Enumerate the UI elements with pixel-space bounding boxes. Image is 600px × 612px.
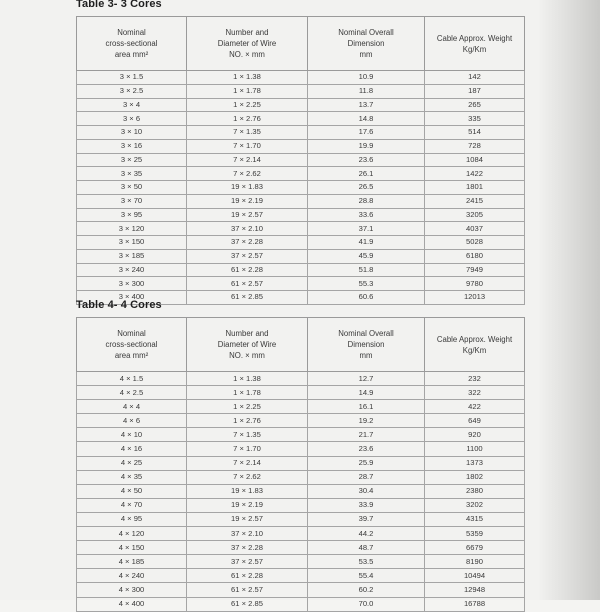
cell-cross-section: 3 × 25: [77, 153, 187, 167]
cell-overall-dimension: 14.8: [308, 112, 425, 126]
cell-weight: 422: [425, 400, 525, 414]
table-row: [77, 597, 525, 611]
cell-wire-config: 7 × 2.14: [187, 153, 308, 167]
cell-cross-section: 3 × 185: [77, 249, 187, 263]
cell-overall-dimension: 37.1: [308, 222, 425, 236]
cell-wire-config: 7 × 1.70: [187, 139, 308, 153]
cell-overall-dimension: 55.4: [308, 569, 425, 583]
cell-overall-dimension: 70.0: [308, 597, 425, 611]
cell-weight: 322: [425, 386, 525, 400]
cell-overall-dimension: 12.7: [308, 372, 425, 386]
cell-weight: 5359: [425, 527, 525, 541]
cell-overall-dimension: 16.1: [308, 400, 425, 414]
cell-cross-section: 4 × 95: [77, 512, 187, 526]
cell-weight: 6679: [425, 541, 525, 555]
table-row: [77, 71, 525, 85]
table-row: [77, 428, 525, 442]
page-edge-shadow: [538, 0, 600, 600]
cell-overall-dimension: 23.6: [308, 442, 425, 456]
cell-overall-dimension: 30.4: [308, 484, 425, 498]
cell-overall-dimension: 13.7: [308, 98, 425, 112]
cell-wire-config: 37 × 2.28: [187, 541, 308, 555]
cell-weight: 4037: [425, 222, 525, 236]
cell-weight: 9780: [425, 277, 525, 291]
table-row: [77, 98, 525, 112]
table-row: [77, 456, 525, 470]
cell-wire-config: 1 × 1.38: [187, 71, 308, 85]
table-row: [77, 372, 525, 386]
cell-weight: 12948: [425, 583, 525, 597]
header-cross-sectional-area: Nominal cross-sectional area mm²: [77, 318, 187, 372]
cell-wire-config: 1 × 2.25: [187, 98, 308, 112]
cell-wire-config: 61 × 2.57: [187, 277, 308, 291]
cell-cross-section: 4 × 35: [77, 470, 187, 484]
header-cable-weight: Cable Approx. Weight Kg/Km: [425, 17, 525, 71]
cell-wire-config: 19 × 2.19: [187, 498, 308, 512]
table4-body: [77, 372, 525, 612]
cell-cross-section: 4 × 50: [77, 484, 187, 498]
cell-cross-section: 4 × 120: [77, 527, 187, 541]
cell-cross-section: 3 × 10: [77, 126, 187, 140]
cell-weight: 335: [425, 112, 525, 126]
cell-wire-config: 1 × 1.38: [187, 372, 308, 386]
cell-cross-section: 3 × 70: [77, 194, 187, 208]
cell-wire-config: 37 × 2.28: [187, 236, 308, 250]
table-row: [77, 527, 525, 541]
table-row: [77, 541, 525, 555]
cell-cross-section: 4 × 300: [77, 583, 187, 597]
cell-weight: 5028: [425, 236, 525, 250]
header-overall-dimension: Nominal Overall Dimension mm: [308, 17, 425, 71]
table-row: [77, 470, 525, 484]
cell-overall-dimension: 53.5: [308, 555, 425, 569]
table-row: [77, 167, 525, 181]
cell-cross-section: 3 × 6: [77, 112, 187, 126]
cell-weight: 649: [425, 414, 525, 428]
cell-wire-config: 37 × 2.57: [187, 555, 308, 569]
header-cross-sectional-area: Nominal cross-sectional area mm²: [77, 17, 187, 71]
cell-overall-dimension: 39.7: [308, 512, 425, 526]
table4-header-row: [77, 318, 525, 372]
cell-wire-config: 19 × 1.83: [187, 181, 308, 195]
cell-wire-config: 61 × 2.85: [187, 291, 308, 305]
cell-wire-config: 19 × 1.83: [187, 484, 308, 498]
cell-weight: 16788: [425, 597, 525, 611]
cell-overall-dimension: 41.9: [308, 236, 425, 250]
cell-overall-dimension: 14.9: [308, 386, 425, 400]
table-row: [77, 484, 525, 498]
table-row: [77, 400, 525, 414]
cell-cross-section: 4 × 1.5: [77, 372, 187, 386]
cell-weight: 1084: [425, 153, 525, 167]
cell-cross-section: 3 × 95: [77, 208, 187, 222]
table3-body: [77, 71, 525, 305]
cell-weight: 12013: [425, 291, 525, 305]
header-wire-number-diameter: Number and Diameter of Wire NO. × mm: [187, 17, 308, 71]
cell-overall-dimension: 48.7: [308, 541, 425, 555]
cell-overall-dimension: 33.6: [308, 208, 425, 222]
cell-cross-section: 3 × 120: [77, 222, 187, 236]
cell-overall-dimension: 60.6: [308, 291, 425, 305]
cell-weight: 1373: [425, 456, 525, 470]
cell-wire-config: 37 × 2.10: [187, 222, 308, 236]
table4-4-cores: [76, 317, 525, 612]
cell-cross-section: 3 × 35: [77, 167, 187, 181]
cell-overall-dimension: 23.6: [308, 153, 425, 167]
table-row: [77, 208, 525, 222]
cell-weight: 4315: [425, 512, 525, 526]
cell-wire-config: 1 × 2.76: [187, 414, 308, 428]
table-row: [77, 512, 525, 526]
cell-cross-section: 3 × 240: [77, 263, 187, 277]
cell-wire-config: 7 × 2.14: [187, 456, 308, 470]
table-row: [77, 236, 525, 250]
table-row: [77, 139, 525, 153]
cell-cross-section: 4 × 2.5: [77, 386, 187, 400]
cell-cross-section: 4 × 16: [77, 442, 187, 456]
table-row: [77, 194, 525, 208]
cell-wire-config: 61 × 2.57: [187, 583, 308, 597]
table-row: [77, 277, 525, 291]
table-row: [77, 583, 525, 597]
cell-overall-dimension: 26.1: [308, 167, 425, 181]
cell-overall-dimension: 44.2: [308, 527, 425, 541]
cell-weight: 728: [425, 139, 525, 153]
cell-wire-config: 37 × 2.10: [187, 527, 308, 541]
cell-cross-section: 3 × 2.5: [77, 84, 187, 98]
table-row: [77, 498, 525, 512]
cell-weight: 232: [425, 372, 525, 386]
cell-overall-dimension: 55.3: [308, 277, 425, 291]
cell-weight: 3205: [425, 208, 525, 222]
table-row: [77, 386, 525, 400]
cell-wire-config: 7 × 2.62: [187, 470, 308, 484]
cell-wire-config: 7 × 1.35: [187, 428, 308, 442]
cell-overall-dimension: 19.9: [308, 139, 425, 153]
cell-wire-config: 1 × 1.78: [187, 386, 308, 400]
table3-header-row: [77, 17, 525, 71]
cell-overall-dimension: 60.2: [308, 583, 425, 597]
table-row: [77, 263, 525, 277]
cell-cross-section: 3 × 50: [77, 181, 187, 195]
cell-cross-section: 4 × 150: [77, 541, 187, 555]
cell-weight: 2380: [425, 484, 525, 498]
cell-overall-dimension: 21.7: [308, 428, 425, 442]
table-row: [77, 84, 525, 98]
cell-cross-section: 4 × 6: [77, 414, 187, 428]
cell-weight: 6180: [425, 249, 525, 263]
cell-wire-config: 61 × 2.28: [187, 263, 308, 277]
cell-cross-section: 3 × 150: [77, 236, 187, 250]
cell-wire-config: 7 × 2.62: [187, 167, 308, 181]
cell-cross-section: 4 × 70: [77, 498, 187, 512]
cell-wire-config: 19 × 2.57: [187, 512, 308, 526]
cell-cross-section: 3 × 400: [77, 291, 187, 305]
cell-weight: 8190: [425, 555, 525, 569]
table-row: [77, 414, 525, 428]
table3-title: Table 3- 3 Cores: [76, 0, 162, 10]
cell-overall-dimension: 25.9: [308, 456, 425, 470]
cell-cross-section: 4 × 4: [77, 400, 187, 414]
cell-overall-dimension: 11.8: [308, 84, 425, 98]
cell-weight: 1802: [425, 470, 525, 484]
cell-wire-config: 61 × 2.85: [187, 597, 308, 611]
cell-overall-dimension: 19.2: [308, 414, 425, 428]
cell-wire-config: 19 × 2.19: [187, 194, 308, 208]
cell-wire-config: 1 × 2.25: [187, 400, 308, 414]
cell-weight: 7949: [425, 263, 525, 277]
cell-cross-section: 3 × 300: [77, 277, 187, 291]
cell-weight: 187: [425, 84, 525, 98]
cell-overall-dimension: 26.5: [308, 181, 425, 195]
cell-wire-config: 1 × 2.76: [187, 112, 308, 126]
table-row: [77, 181, 525, 195]
cell-weight: 10494: [425, 569, 525, 583]
cell-overall-dimension: 28.7: [308, 470, 425, 484]
cell-overall-dimension: 51.8: [308, 263, 425, 277]
table-row: [77, 555, 525, 569]
cell-cross-section: 3 × 4: [77, 98, 187, 112]
table-row: [77, 442, 525, 456]
cell-weight: 2415: [425, 194, 525, 208]
cell-cross-section: 4 × 240: [77, 569, 187, 583]
table-row: [77, 222, 525, 236]
table-row: [77, 569, 525, 583]
cell-cross-section: 4 × 185: [77, 555, 187, 569]
cell-overall-dimension: 10.9: [308, 71, 425, 85]
table-row: [77, 126, 525, 140]
table4-title: Table 4- 4 Cores: [76, 299, 162, 311]
cell-cross-section: 4 × 400: [77, 597, 187, 611]
header-overall-dimension: Nominal Overall Dimension mm: [308, 318, 425, 372]
cell-cross-section: 4 × 10: [77, 428, 187, 442]
cell-cross-section: 3 × 16: [77, 139, 187, 153]
table-row: [77, 249, 525, 263]
cell-wire-config: 7 × 1.35: [187, 126, 308, 140]
cell-weight: 1422: [425, 167, 525, 181]
cell-overall-dimension: 17.6: [308, 126, 425, 140]
cell-cross-section: 3 × 1.5: [77, 71, 187, 85]
cell-cross-section: 4 × 25: [77, 456, 187, 470]
table3-3-cores: [76, 16, 525, 305]
cell-overall-dimension: 45.9: [308, 249, 425, 263]
cell-wire-config: 19 × 2.57: [187, 208, 308, 222]
cell-weight: 1100: [425, 442, 525, 456]
cell-wire-config: 1 × 1.78: [187, 84, 308, 98]
cell-weight: 142: [425, 71, 525, 85]
table-row: [77, 153, 525, 167]
cell-weight: 514: [425, 126, 525, 140]
cell-weight: 265: [425, 98, 525, 112]
cell-overall-dimension: 33.9: [308, 498, 425, 512]
table-row: [77, 112, 525, 126]
cell-overall-dimension: 28.8: [308, 194, 425, 208]
header-wire-number-diameter: Number and Diameter of Wire NO. × mm: [187, 318, 308, 372]
cell-weight: 1801: [425, 181, 525, 195]
cell-weight: 3202: [425, 498, 525, 512]
cell-wire-config: 37 × 2.57: [187, 249, 308, 263]
cell-weight: 920: [425, 428, 525, 442]
cell-wire-config: 61 × 2.28: [187, 569, 308, 583]
header-cable-weight: Cable Approx. Weight Kg/Km: [425, 318, 525, 372]
cell-wire-config: 7 × 1.70: [187, 442, 308, 456]
